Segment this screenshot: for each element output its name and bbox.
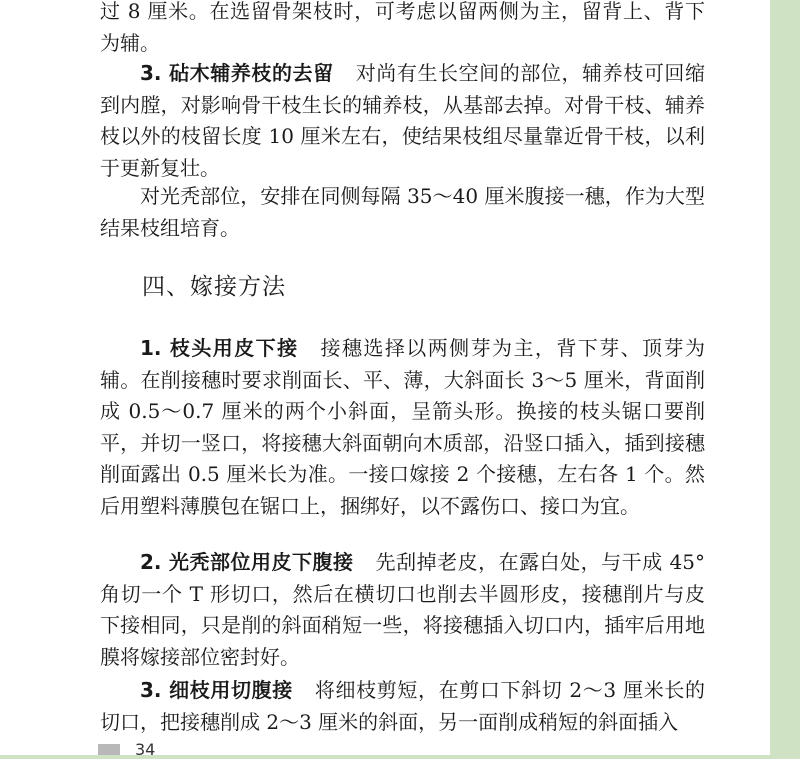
section-3-paragraph (100, 58, 705, 184)
method-3-paragraph (100, 675, 705, 738)
section-3-body: 对尚有生长空间的部位，辅养枝可回缩到内膛，对影响骨干枝生长的辅养枝，从基部去掉。对骨干枝、辅养枝以外的枝留长度 10 厘米左右，使结果枝组尽量靠近骨干枝，以利于更新复壮。 (100, 61, 705, 180)
method-3-body: 将细枝剪短，在剪口下斜切 2～3 厘米长的切口，把接穗削成 2～3 厘米的斜面，另一面削成稍短的斜面插入 (100, 678, 705, 734)
section-3-title: 3. 砧木辅养枝的去留 (140, 61, 334, 85)
page-number: 34 (135, 740, 156, 759)
bare-part-paragraph (100, 181, 705, 244)
paragraph-top-text: 过 8 厘米。在选留骨架枝时，可考虑以留两侧为主，留背上、背下为辅。 (100, 0, 705, 55)
section-heading: 四、嫁接方法 (142, 274, 286, 300)
method-2-body: 先刮掉老皮，在露白处，与干成 45°角切一个 T 形切口，然后在横切口也削去半圆形皮，接穗削片与皮下接相同，只是削的斜面稍短一些，将接穗插入切口内，插牢后用地膜将嫁接部位密封好。 (100, 550, 705, 669)
method-1-body: 接穗选择以两侧芽为主，背下芽、顶芽为辅。在削接穗时要求削面长、平、薄，大斜面长 3～5 厘米，背面削成 0.5～0.7 厘米的两个小斜面，呈箭头形。换接的枝头锯口要削平，并切一竖口，将接穗大斜面朝向木质部，沿竖口插入，插到接穗削面露出 0.5 厘米长为准。一接口嫁接 2 个接穗，左右各 1 个。然后用塑料薄膜包在锯口上，捆绑好，以不露伤口、接口为宜。 (100, 336, 705, 518)
method-1-paragraph (100, 333, 705, 522)
method-3-title: 3. 细枝用切腹接 (140, 678, 293, 702)
bare-part-text: 对光秃部位，安排在同侧每隔 35～40 厘米腹接一穗，作为大型结果枝组培育。 (100, 184, 705, 240)
method-2-title: 2. 光秃部位用皮下腹接 (140, 550, 354, 574)
paragraph-top (100, 0, 705, 59)
footer-bar (98, 744, 120, 755)
method-2-paragraph (100, 547, 705, 673)
method-1-title: 1. 枝头用皮下接 (140, 336, 299, 360)
